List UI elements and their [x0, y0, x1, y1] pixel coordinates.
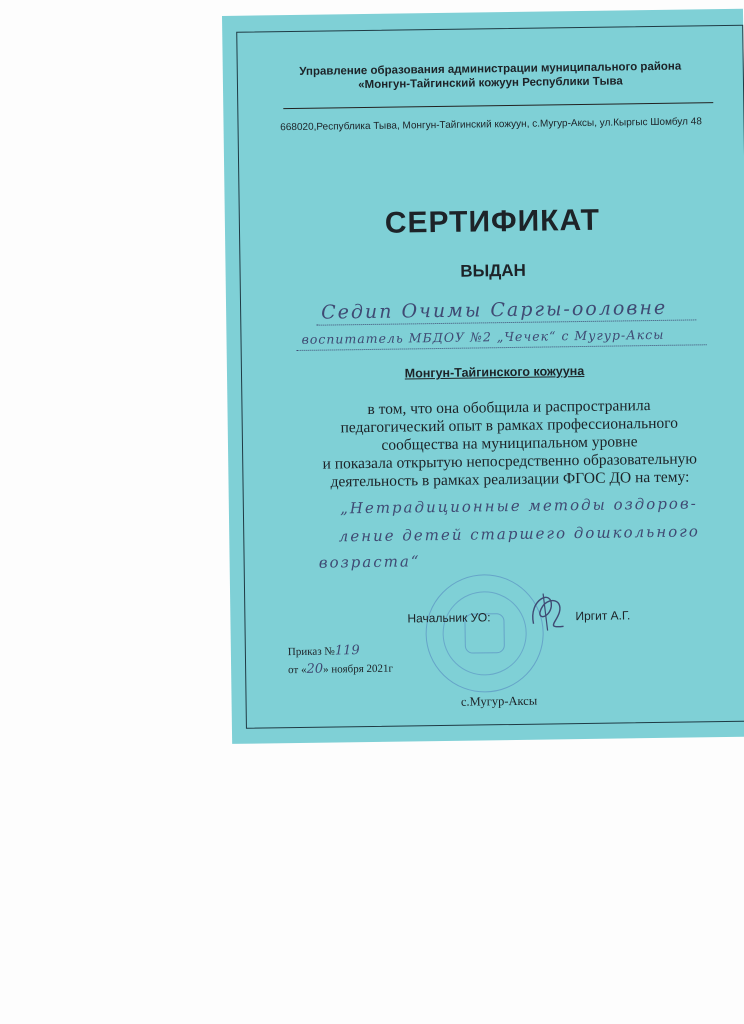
signatory-name: Иргит А.Г. [575, 608, 631, 624]
topic-line: ление детей старшего дошкольного [338, 522, 700, 546]
district-label: Монгун-Тайгинского кожууна [404, 363, 585, 381]
body-line: педагогический опыт в рамках профессионального [340, 414, 679, 437]
body-line: деятельность в рамках реализации ФГОС ДО на тему: [330, 468, 690, 491]
order-date-suffix: » ноября 2021г [323, 662, 394, 676]
order-date-line [288, 661, 393, 677]
certificate-paper [222, 9, 744, 744]
certificate-body [282, 396, 736, 492]
signature-icon [523, 588, 574, 634]
body-line: в том, что она обобщила и распространила [367, 397, 651, 419]
order-day: 20 [306, 661, 324, 677]
order-date-prefix: от « [288, 663, 307, 677]
recipient-name: Седип Очимы Саргы-ооловне [320, 296, 668, 324]
header-address: 668020,Республика Тыва, Монгун-Тайгинский кожуун, с.Мугур-Аксы, ул.Кыргыс Шомбул 48 [280, 116, 702, 134]
signature-label: Начальник УО: [407, 610, 491, 626]
issued-label: ВЫДАН [460, 260, 527, 281]
order-number-line [288, 643, 360, 659]
header-line-2: «Монгун-Тайгинский кожуун Республики Тыва [358, 75, 623, 92]
header-line-1: Управление образования администрации муниципального района [299, 60, 682, 78]
recipient-position: воспитатель МБДОУ №2 „Чечек“ с Мугур-Аксы [301, 326, 665, 347]
issue-place: с.Мугур-Аксы [460, 693, 538, 709]
body-line: сообщества на муниципальном уровне [381, 433, 638, 454]
header-divider [283, 102, 713, 109]
certificate-title: СЕРТИФИКАТ [384, 203, 601, 240]
topic-line: „Нетрадиционные методы оздоров- [339, 494, 698, 518]
order-prefix: Приказ № [287, 645, 335, 659]
certificate-frame [236, 25, 744, 729]
topic-line: возраста“ [318, 552, 421, 572]
body-line: и показала открытую непосредственно образовательную [322, 450, 698, 473]
order-number: 119 [334, 643, 360, 659]
